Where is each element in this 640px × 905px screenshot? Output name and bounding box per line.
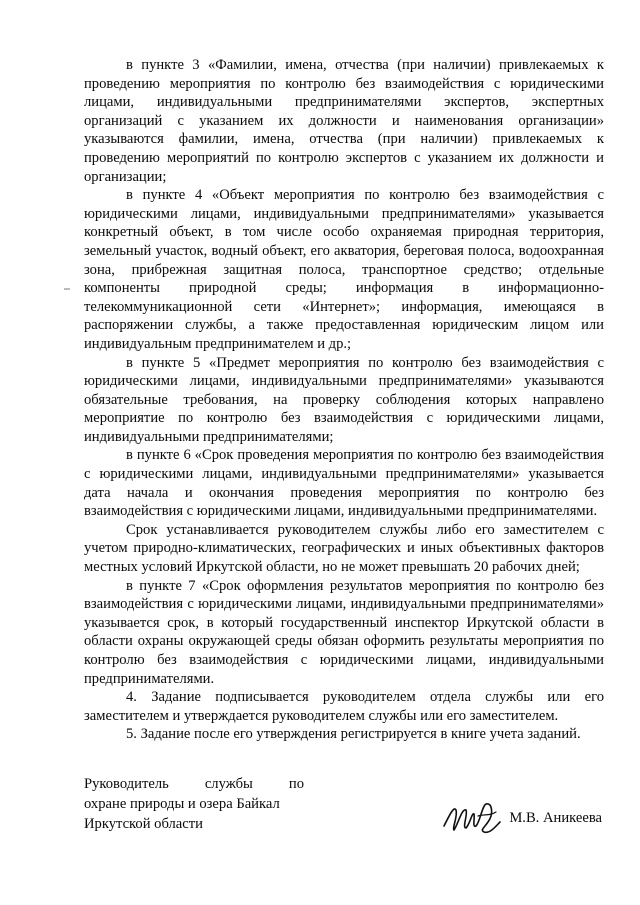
signatory-title [84, 774, 304, 834]
signatory-title-line-3: Иркутской области [84, 816, 203, 832]
signatory-title-line-2: охране природы и озера Байкал [84, 796, 280, 812]
signatory-name: М.В. Аникеева [509, 810, 602, 826]
paragraph-term-limit: Срок устанавливается руководителем службы либо его заместителем с учетом природно-климатических, географических и иных объективных факторов местных условий Иркутской области, но не может превышать 20 рабочих дней; [84, 521, 604, 576]
handwritten-signature [440, 796, 504, 836]
document-body [84, 56, 604, 744]
margin-mark [64, 288, 70, 290]
paragraph-item-4: в пункте 4 «Объект мероприятия по контролю без взаимодействия с юридическими лицами, индивидуальными предпринимателями» указывается конкретный объект, в том числе особо охраняемая природная территория, земельный участок, водный объект, его акватория, береговая полоса, водоохранная зона, прибрежная защитная полоса, транспортное средство; отдельные компоненты природной среды; информация в информационно-телекоммуникационной сети «Интернет»; информация, имеющаяся в распоряжении службы, а также предоставленная юридическим лицом или индивидуальным предпринимателем и др.; [84, 187, 604, 352]
signatory-title-word-2: службы [204, 776, 253, 792]
paragraph-item-7: в пункте 7 «Срок оформления результатов мероприятия по контролю без взаимодействия с юридическими лицами, индивидуальными предпринимателями» указывается срок, в который государственный инспектор Иркутской области в области охраны окружающей среды обязан оформить результаты мероприятия по контролю без взаимодействия с юридическими лицами, индивидуальными предпринимателями. [84, 577, 604, 687]
paragraph-item-6: в пункте 6 «Срок проведения мероприятия по контролю без взаимодействия с юридическими лицами, индивидуальными предпринимателями» указывается дата начала и окончания проведения мероприятия по контролю без взаимодействия с юридическими лицами, индивидуальными предпринимателями. [84, 447, 604, 520]
paragraph-clause-5: 5. Задание после его утверждения регистрируется в книге учета заданий. [126, 726, 581, 743]
paragraph-item-3: в пункте 3 «Фамилии, имена, отчества (при наличии) привлекаемых к проведению мероприятия по контролю без взаимодействия с юридическими лицами, индивидуальными предпринимателями экспертов, экспертных организаций с указанием их должности и наименования организации» указываются фамилии, имена, отчества (при наличии) привлекаемых к проведению мероприятий по контролю экспертов с указанием их должности и организации; [84, 57, 604, 185]
paragraph-clause-4: 4. Задание подписывается руководителем отдела службы или его заместителем и утверждается руководителем службы или его заместителем. [84, 689, 604, 724]
paragraph-item-5: в пункте 5 «Предмет мероприятия по контролю без взаимодействия с юридическими лицами, индивидуальными предпринимателями» указываются обязательные требования, на проверку соблюдения которых направлено мероприятие по контролю без взаимодействия с юридическими лицами, индивидуальными предпринимателями; [84, 354, 604, 445]
signature-block [84, 774, 604, 834]
signatory-title-word-1: Руководитель [84, 776, 169, 792]
signatory-title-word-3: по [288, 776, 304, 792]
